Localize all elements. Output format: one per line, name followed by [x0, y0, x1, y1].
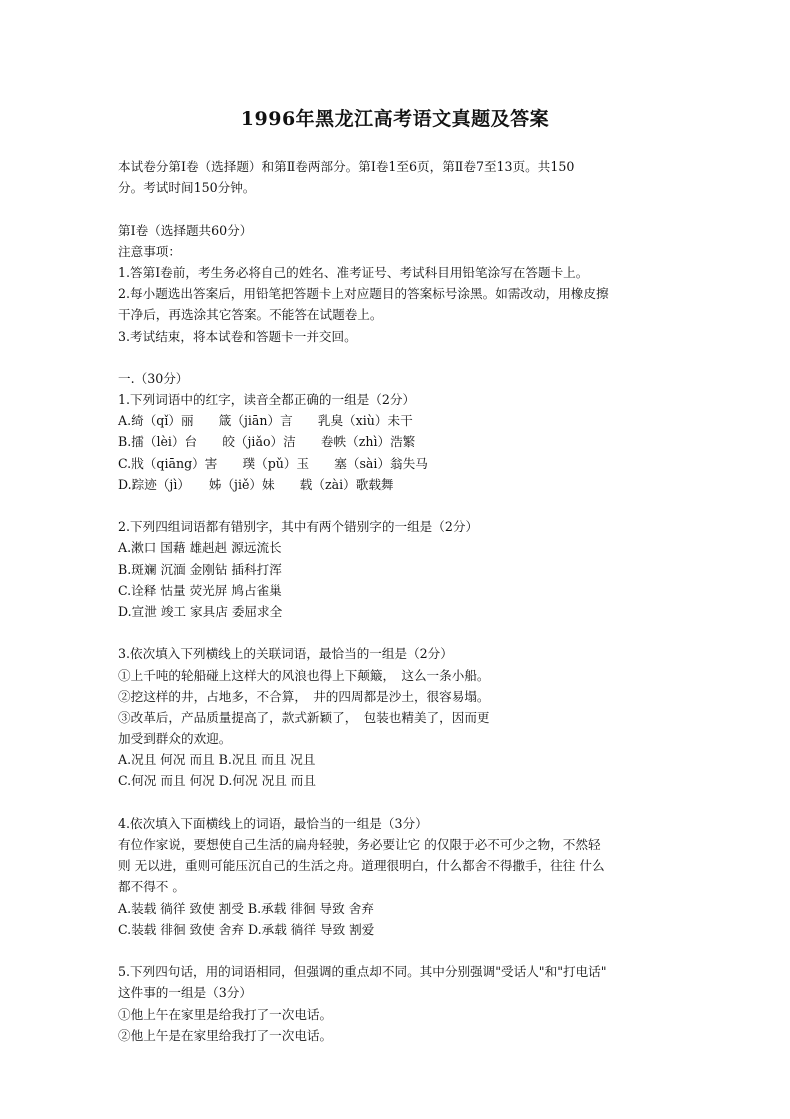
question-stem: 5.下列四句话，用的词语相同，但强调的重点却不同。其中分别强调"受话人"和"打电话" — [118, 964, 607, 980]
page-title: 1996年黑龙江高考语文真题及答案 — [240, 108, 550, 130]
answer-option: C.装载 徘徊 致使 舍弃 D.承载 徜徉 导致 割爱 — [118, 921, 375, 937]
question-stem: 2.下列四组词语都有错别字，其中有两个错别字的一组是（2分） — [118, 519, 479, 535]
question-stem: 1.下列词语中的红字，读音全都正确的一组是（2分） — [118, 392, 416, 408]
note-item: 2.每小题选出答案后，用铅笔把答题卡上对应题目的答案标号涂黑。如需改动，用橡皮擦 — [118, 286, 609, 302]
spacer — [118, 198, 678, 219]
question-sentence: 加受到群众的欢迎。 — [118, 731, 232, 747]
answer-option: D.踪迹（jì） 姊（jiě）妹 载（zài）歌载舞 — [118, 476, 394, 492]
question-sentence: ②他上午是在家里给我打了一次电话。 — [118, 1027, 333, 1043]
spacer — [118, 347, 678, 368]
intro-line: 分。考试时间150分钟。 — [118, 180, 256, 196]
answer-option: B.斑斓 沉湎 金刚钻 插科打浑 — [118, 561, 282, 577]
answer-option: A.装载 徜徉 致使 割受 B.承载 徘徊 导致 舍弃 — [118, 900, 374, 916]
question-passage: 有位作家说，要想使自己生活的扁舟轻驶，务必要让它 的仅限于必不可少之物，不然轻 — [118, 837, 601, 852]
answer-option: C.何况 而且 何况 D.何况 况且 而且 — [118, 773, 316, 789]
question-sentence: ①上千吨的轮船碰上这样大的风浪也得上下颠簸， 这么一条小船。 — [118, 667, 490, 683]
spacer — [118, 792, 678, 813]
question-sentence: ②挖这样的井，占地多，不合算， 井的四周都是沙土，很容易塌。 — [118, 688, 490, 704]
answer-option: A.漱口 国藉 雄赳赳 源远流长 — [118, 540, 282, 556]
spacer — [118, 495, 678, 516]
document-body — [118, 156, 678, 1046]
section-heading: 第Ⅰ卷（选择题共60分） — [118, 222, 253, 238]
answer-option: C.诠释 怙量 荧光屏 鸠占雀巢 — [118, 582, 282, 598]
question-sentence: ①他上午在家里是给我打了一次电话。 — [118, 1006, 333, 1022]
note-item: 1.答第Ⅰ卷前，考生务必将自己的姓名、准考证号、考试科目用铅笔涂写在答题卡上。 — [118, 264, 589, 280]
answer-option: A.绮（qǐ）丽 箴（jiān）言 乳臭（xiù）未干 — [118, 413, 413, 429]
part-heading: 一.（30分） — [118, 370, 189, 386]
note-item: 3.考试结束，将本试卷和答题卡一并交回。 — [118, 328, 357, 344]
answer-option: A.况且 何况 而且 B.况且 而且 况且 — [118, 752, 316, 768]
answer-option: C.戕（qiāng）害 璞（pǔ）玉 塞（sài）翁失马 — [118, 455, 428, 471]
question-passage: 则 无以进，重则可能压沉自己的生活之舟。道理很明白，什么都舍不得撒手，往往 什么 — [118, 858, 605, 874]
question-sentence: ③改革后，产品质量提高了，款式新颖了， 包装也精美了，因而更 — [118, 709, 490, 725]
question-passage: 都不得不 。 — [118, 879, 185, 895]
question-stem: 这件事的一组是（3分） — [118, 985, 252, 1001]
answer-option: B.擂（lèi）台 皎（jiǎo）洁 卷帙（zhì）浩繁 — [118, 434, 416, 450]
intro-line: 本试卷分第Ⅰ卷（选择题）和第Ⅱ卷两部分。第Ⅰ卷1至6页，第Ⅱ卷7至13页。共150 — [118, 159, 575, 174]
spacer — [118, 622, 678, 643]
question-stem: 4.依次填入下面横线上的词语，最恰当的一组是（3分） — [118, 815, 428, 831]
answer-option: D.宣泄 竣工 家具店 委屈求全 — [118, 603, 283, 619]
question-stem: 3.依次填入下列横线上的关联词语，最恰当的一组是（2分） — [118, 646, 453, 662]
notes-heading: 注意事项： — [118, 243, 181, 259]
spacer — [118, 940, 678, 961]
note-item: 干净后，再选涂其它答案。不能答在试题卷上。 — [118, 307, 383, 323]
